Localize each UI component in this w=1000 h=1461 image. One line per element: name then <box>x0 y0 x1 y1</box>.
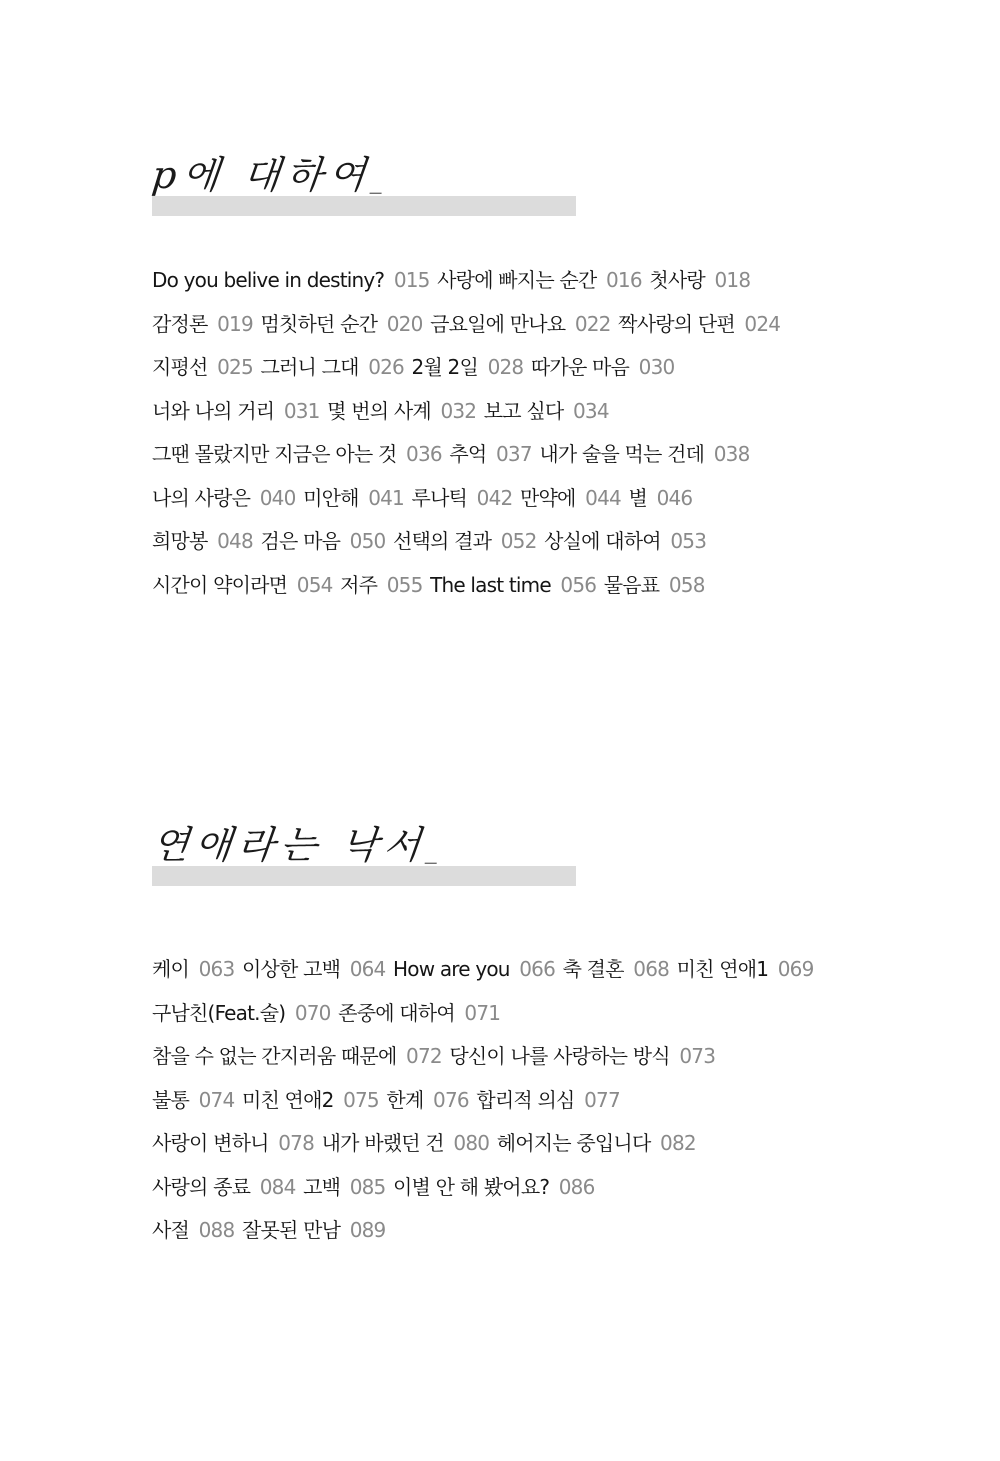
entry-title: 희망봉 <box>152 529 208 553</box>
toc-entry <box>393 957 555 981</box>
entry-title: 미친 연애2 <box>241 1087 334 1112</box>
toc-entry <box>437 268 642 292</box>
toc-entry <box>393 529 537 553</box>
toc-entry <box>152 399 320 423</box>
entry-page-number: 042 <box>476 485 513 510</box>
entry-page-number: 077 <box>584 1087 620 1112</box>
entry-page-number: 048 <box>217 529 253 553</box>
entry-page-number: 073 <box>679 1044 716 1068</box>
entry-title: 그땐 몰랐지만 지금은 아는 것 <box>152 442 397 466</box>
entry-page-number: 088 <box>198 1218 235 1242</box>
entry-page-number: 036 <box>406 442 442 466</box>
entry-title: 참을 수 없는 간지러움 때문에 <box>152 1044 397 1068</box>
section-heading-1 <box>149 150 912 216</box>
toc-line <box>152 396 912 440</box>
toc-entry <box>412 486 513 510</box>
section-title-tail: _ <box>424 836 440 864</box>
toc-entry <box>242 1218 386 1242</box>
toc-line <box>152 570 912 614</box>
toc-entry <box>152 355 253 379</box>
entry-title: 잘못된 만남 <box>241 1218 341 1242</box>
entry-title: 사랑에 빠지는 순간 <box>437 268 597 292</box>
entry-page-number: 031 <box>283 398 320 423</box>
entry-page-number: 076 <box>433 1087 469 1112</box>
entry-page-number: 018 <box>714 268 751 292</box>
entry-title: The last time <box>430 572 551 597</box>
entry-title: 상실에 대하여 <box>544 529 661 553</box>
entry-page-number: 020 <box>386 311 423 336</box>
toc-entry <box>322 1131 490 1155</box>
entry-page-number: 064 <box>349 957 386 981</box>
entry-page-number: 037 <box>496 442 532 466</box>
toc-entry <box>152 529 253 553</box>
toc-entry <box>563 957 669 981</box>
entry-title: 헤어지는 중입니다 <box>496 1131 651 1155</box>
entry-page-number: 053 <box>670 529 707 553</box>
toc-entry <box>497 1131 696 1155</box>
toc-entry <box>544 529 706 553</box>
entry-title: 저주 <box>340 572 378 597</box>
entry-page-number: 019 <box>217 311 253 336</box>
toc-line <box>152 954 912 998</box>
entry-title: 미친 연애1 <box>676 957 769 981</box>
entry-title: 선택의 결과 <box>393 529 492 553</box>
toc-entry <box>152 1001 331 1025</box>
toc-line <box>152 309 912 353</box>
entry-page-number: 063 <box>198 957 235 981</box>
entry-page-number: 075 <box>343 1087 379 1112</box>
entry-title: 나의 사랑은 <box>152 485 251 510</box>
entry-title: 고백 <box>303 1174 341 1199</box>
entry-page-number: 054 <box>296 572 333 597</box>
toc-entry <box>618 312 780 336</box>
entry-title: 구남친(Feat.술) <box>152 1000 286 1025</box>
toc-line <box>152 352 912 396</box>
entry-page-number: 050 <box>349 529 386 553</box>
toc-line <box>152 1085 912 1129</box>
toc-line <box>152 1172 912 1216</box>
toc-entry <box>152 1175 296 1199</box>
toc-entry <box>260 529 385 553</box>
entry-title: 내가 술을 먹는 건데 <box>539 442 705 466</box>
entry-page-number: 082 <box>660 1131 696 1155</box>
entry-page-number: 022 <box>574 311 611 336</box>
entry-page-number: 074 <box>198 1087 235 1112</box>
entry-title: 보고 싶다 <box>483 398 564 423</box>
toc-entry <box>327 399 476 423</box>
entry-title: 불통 <box>152 1087 190 1112</box>
toc-entry <box>242 1088 379 1112</box>
toc-entry <box>520 486 621 510</box>
entry-page-number: 089 <box>349 1218 386 1242</box>
entry-title: 지평선 <box>152 355 208 379</box>
entry-title: 짝사랑의 단편 <box>618 311 735 336</box>
toc-entry <box>449 1044 715 1068</box>
entry-title: 따가운 마음 <box>530 355 630 379</box>
entry-page-number: 030 <box>638 355 675 379</box>
section-title <box>149 150 386 205</box>
toc-entry <box>386 1088 468 1112</box>
entry-title: 사랑의 종료 <box>152 1174 251 1199</box>
section-title <box>149 820 441 875</box>
toc-entry <box>412 355 524 379</box>
toc-entry <box>152 268 430 292</box>
toc-entry <box>677 957 814 981</box>
toc-line <box>152 1215 912 1259</box>
entry-title: 추억 <box>449 442 487 466</box>
entry-page-number: 038 <box>713 442 750 466</box>
entry-page-number: 080 <box>453 1131 490 1155</box>
entry-title: Do you belive in destiny? <box>152 268 385 292</box>
entry-title: 한계 <box>386 1087 424 1112</box>
entry-page-number: 028 <box>487 355 524 379</box>
entry-page-number: 071 <box>464 1000 501 1025</box>
toc-entry <box>152 1131 314 1155</box>
toc-entry <box>152 442 442 466</box>
toc-section-1 <box>149 150 912 613</box>
entry-page-number: 026 <box>368 355 404 379</box>
entry-page-number: 025 <box>217 355 253 379</box>
toc-entry <box>430 312 611 336</box>
toc-entry <box>628 486 692 510</box>
entry-title: 물음표 <box>603 572 660 597</box>
entry-page-number: 024 <box>744 311 781 336</box>
entry-page-number: 044 <box>585 485 621 510</box>
toc-line <box>152 998 912 1042</box>
entry-page-number: 078 <box>278 1131 315 1155</box>
toc-entry <box>152 957 234 981</box>
entry-page-number: 085 <box>349 1174 386 1199</box>
entry-title: 그러니 그대 <box>260 355 359 379</box>
entry-page-number: 055 <box>386 572 423 597</box>
toc-entry <box>449 442 531 466</box>
entry-page-number: 058 <box>668 572 705 597</box>
toc-line <box>152 265 912 309</box>
entry-page-number: 066 <box>519 957 556 981</box>
entry-title: 사절 <box>152 1218 190 1242</box>
entry-title: 몇 번의 사계 <box>327 398 431 423</box>
toc-entry <box>303 486 404 510</box>
entry-title: 첫사랑 <box>649 268 705 292</box>
entry-page-number: 032 <box>440 398 477 423</box>
section-heading-2 <box>149 820 912 886</box>
entry-title: 너와 나의 거리 <box>152 398 275 423</box>
toc-entry <box>152 1044 442 1068</box>
toc-list <box>152 954 912 1259</box>
entry-title: 만약에 <box>520 485 576 510</box>
toc-line <box>152 483 912 527</box>
entry-page-number: 052 <box>500 529 537 553</box>
toc-entry <box>152 312 253 336</box>
toc-entry <box>260 312 422 336</box>
entry-title: 이별 안 해 봤어요? <box>393 1174 550 1199</box>
entry-title: 존중에 대하여 <box>338 1000 455 1025</box>
entry-page-number: 070 <box>294 1000 331 1025</box>
entry-page-number: 046 <box>656 485 693 510</box>
entry-page-number: 068 <box>633 957 670 981</box>
toc-entry <box>152 486 296 510</box>
toc-entry <box>260 355 404 379</box>
entry-title: 검은 마음 <box>260 529 341 553</box>
toc-entry <box>539 442 749 466</box>
toc-line <box>152 439 912 483</box>
entry-page-number: 072 <box>406 1044 442 1068</box>
toc-line <box>152 526 912 570</box>
entry-title: 사랑이 변하니 <box>152 1131 269 1155</box>
toc-entry <box>242 957 386 981</box>
toc-entry <box>152 1218 234 1242</box>
entry-title: 시간이 약이라면 <box>152 572 288 597</box>
entry-title: 내가 바랬던 건 <box>321 1131 444 1155</box>
entry-title: How are you <box>393 957 510 981</box>
entry-title: 멈칫하던 순간 <box>260 311 378 336</box>
toc-entry <box>649 268 750 292</box>
entry-title: 케이 <box>152 957 190 981</box>
entry-page-number: 034 <box>572 398 609 423</box>
toc-entry <box>430 573 596 597</box>
toc-entry <box>152 573 333 597</box>
toc-entry <box>303 1175 385 1199</box>
toc-line <box>152 1041 912 1085</box>
entry-title: 미안해 <box>303 485 359 510</box>
toc-entry <box>531 355 675 379</box>
entry-title: 2월 2일 <box>411 355 478 379</box>
entry-page-number: 069 <box>777 957 814 981</box>
entry-title: 루나틱 <box>411 485 468 510</box>
section-title-text: 연애라는 낙서 <box>149 823 429 867</box>
entry-title: 합리적 의심 <box>476 1087 575 1112</box>
entry-title: 금요일에 만나요 <box>430 311 566 336</box>
entry-page-number: 015 <box>393 268 430 292</box>
section-title-tail: _ <box>369 166 385 194</box>
toc-entry <box>476 1088 620 1112</box>
toc-section-2 <box>149 820 912 1259</box>
entry-title: 당신이 나를 사랑하는 방식 <box>449 1044 670 1068</box>
toc-entry <box>152 1088 234 1112</box>
toc-entry <box>484 399 609 423</box>
toc-entry <box>338 1001 500 1025</box>
section-title-text: p에 대하여 <box>149 153 374 197</box>
entry-title: 감정론 <box>152 311 208 336</box>
entry-page-number: 084 <box>259 1174 296 1199</box>
entry-page-number: 040 <box>259 485 296 510</box>
toc-line <box>152 1128 912 1172</box>
toc-list <box>152 265 912 613</box>
entry-title: 별 <box>628 485 648 510</box>
toc-entry <box>393 1175 594 1199</box>
entry-title: 이상한 고백 <box>241 957 341 981</box>
entry-page-number: 056 <box>560 572 597 597</box>
toc-entry <box>340 573 422 597</box>
entry-page-number: 041 <box>368 485 404 510</box>
entry-page-number: 086 <box>558 1174 595 1199</box>
entry-title: 축 결혼 <box>562 957 624 981</box>
entry-page-number: 016 <box>606 268 642 292</box>
toc-entry <box>604 573 705 597</box>
